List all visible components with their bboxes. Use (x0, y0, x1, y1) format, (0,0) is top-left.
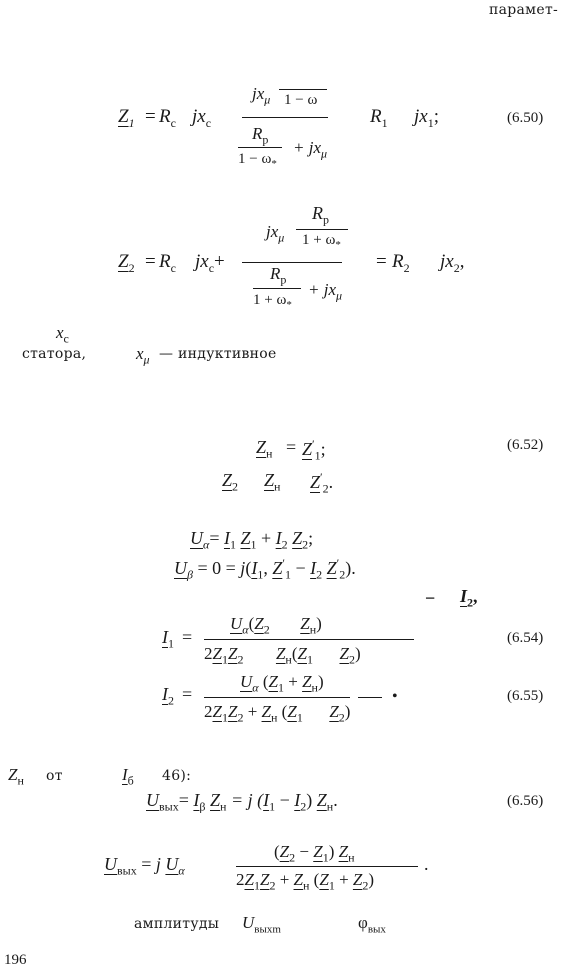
eq651-main-fraction-line (242, 262, 342, 263)
symbol-ib: $I_б$ (122, 765, 134, 788)
eq655-equals: = (182, 684, 193, 704)
eq655-fraction-line (204, 697, 350, 698)
eq650-r1: $R_1$ (370, 106, 388, 130)
eq654-fraction-line (204, 639, 414, 640)
eq655-denominator: $2Z_1Z_2 + Z_н$ ($Z_1$ $Z_2$) (204, 702, 351, 725)
eq650-jx1: $jx_1$; (414, 106, 439, 130)
eq652-z2prime: $Z'_2$. (310, 470, 334, 496)
eq655-tail-dot: • (392, 688, 398, 705)
eq651-rhs-equals: = (376, 251, 387, 272)
eq652-lhs: $Z_н$ (256, 437, 273, 461)
eq650-equals: = (145, 106, 156, 127)
eq651-num-den: $1 + \omega_*$ (302, 232, 341, 251)
symbol-xmu: $x_\mu$ (136, 344, 150, 367)
eq650-num-jx: $jx_\mu$ (252, 84, 271, 107)
eq651-num-sub-line (296, 229, 348, 230)
eq650-den-sub-line (238, 147, 282, 148)
eq655-fraction-line-tail (358, 697, 382, 698)
eq650-jxc: $jx_c$ (192, 106, 212, 130)
text-stator: статора, (22, 346, 87, 362)
eq651-jx2: $jx_2$, (440, 251, 465, 275)
eq653-tail-dash: − (425, 588, 436, 608)
eq650-rc: $R_c$ (159, 106, 176, 130)
eq653-line2: $U_\beta = 0 = j(I_1$, $Z'_1 - I_2$ $Z'_2$). (174, 556, 356, 582)
eq657-denominator: $2Z_1Z_2 + Z_н$ $(Z_1 + Z_2)$ (236, 870, 375, 893)
eq655-lhs: $I_2$ (162, 684, 174, 708)
eq657-numerator: $(Z_2 - Z_1)$ $Z_н$ (274, 842, 355, 865)
text-ot: от (46, 768, 63, 784)
eq650-den-plus: + $jx_\mu$ (293, 138, 328, 161)
eq651-den-plus: + $jx_\mu$ (308, 280, 343, 303)
eq652-z2: $Z_2$ (222, 470, 239, 494)
eq653-line1: $U_\alpha= I_1$ $Z_1 + I_2$ $Z_2$; (190, 528, 314, 552)
symbol-u-out-m: $U_{выхm}$ (242, 913, 281, 936)
eq652-number: (6.52) (507, 437, 544, 453)
eq656-number: (6.56) (507, 793, 544, 809)
eq650-den-under: $1 - \omega_*$ (238, 151, 277, 170)
eq650-num-overline (279, 89, 327, 90)
eq651-lhs: $Z_2$ (118, 251, 135, 275)
eq655-numerator: $U_\alpha$ $(Z_1 + Z_н)$ (240, 672, 324, 695)
eq654-denominator: $2Z_1Z_2$ $Z_н(Z_1$ $Z_2$) (204, 644, 361, 667)
eq650-number: (6.50) (507, 110, 544, 126)
eq655-number: (6.55) (507, 688, 544, 704)
eq652-zn: $Z_н$ (264, 470, 281, 494)
eq651-num-jx: $jx_\mu$ (266, 222, 285, 245)
text-amplitudes: амплитуды (134, 916, 220, 932)
eq651-r2: $R_2$ (392, 251, 410, 275)
eq657-tail-dot: . (424, 854, 429, 874)
eq651-den-under: $1 + \omega_*$ (253, 292, 292, 311)
page-number: 196 (4, 952, 27, 968)
eq654-equals: = (182, 627, 193, 647)
eq651-den-rp: $R_p$ (270, 264, 287, 287)
eq654-number: (6.54) (507, 630, 544, 646)
eq651-den-sub-line (253, 288, 301, 289)
text-inductive: — индуктивное (159, 346, 277, 362)
eq657-fraction-line (236, 866, 418, 867)
eq650-num-under: 1 − ω (284, 92, 318, 108)
eq652-equals: = (286, 437, 297, 457)
eq651-rc: $R_c$ (159, 251, 176, 275)
eq651-equals: = (145, 251, 156, 272)
eq650-den-rp: $R_p$ (252, 124, 269, 147)
symbol-phi-out: $\varphi_{вых}$ (358, 913, 386, 936)
eq651-jxc: $jx_c+$ (195, 251, 225, 275)
header-continued-word: парамет- (489, 2, 559, 18)
eq656-body: $U_{вых}= I_\beta$ $Z_н = j$ $(I_1 - I_2)$ $Z_н$. (146, 790, 338, 814)
eq650-main-fraction-line (242, 117, 328, 118)
eq651-top-rp: $R_p$ (312, 203, 329, 227)
eq654-numerator: $U_\alpha(Z_2$ $Z_н$) (230, 614, 322, 637)
text-ref: 46): (162, 768, 192, 784)
eq650-lhs: $Z_1$ (118, 106, 135, 130)
eq652-rhs: $Z'_1$; (302, 437, 326, 463)
eq654-lhs: $I_1$ (162, 627, 174, 651)
symbol-zn: $Z_н$ (8, 765, 24, 788)
eq657-lhs: $U_{вых} = j$ $U_\alpha$ (104, 854, 185, 878)
symbol-xc: $x_c$ (56, 323, 69, 346)
eq653-tail-i2: $I_2$, (460, 586, 478, 610)
